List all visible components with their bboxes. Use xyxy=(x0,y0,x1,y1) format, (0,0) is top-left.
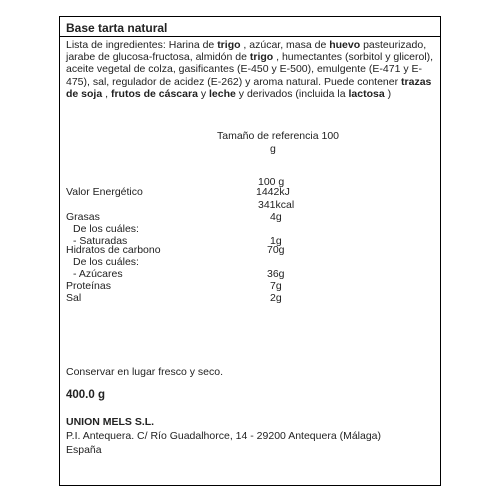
ingredient-text: y xyxy=(197,87,210,100)
azucares-label: - Azúcares xyxy=(73,268,123,280)
product-title: Base tarta natural xyxy=(66,21,168,35)
net-weight: 400.0 g xyxy=(66,389,105,401)
company-address: P.I. Antequera. C/ Río Guadalhorce, 14 - 29200 Antequera (Málaga) xyxy=(66,430,382,442)
ingredient-text: , xyxy=(102,87,111,100)
ingredient-text: , humectantes (sorbitol y glicerol), aceite vegetal de colza, gasificantes (E-450 y E-500), emulgente (E-471 y E-475), sal, regulador de acidez (E-262) y aroma natural. Puede contener xyxy=(66,51,434,88)
storage-instructions: Conservar en lugar fresco y seco. xyxy=(66,366,223,378)
proteinas-label: Proteínas xyxy=(66,280,111,292)
energy-label: Valor Energético xyxy=(66,186,143,198)
allergen-text: trazas de soja xyxy=(66,75,432,100)
azucares-value: 36g xyxy=(267,268,285,280)
saturadas-value: 1g xyxy=(270,235,282,247)
company-name: UNION MELS S.L. xyxy=(66,416,155,428)
allergen-text: huevo xyxy=(329,39,361,51)
ingredient-text: ) xyxy=(384,87,392,100)
ingredients-list xyxy=(66,39,438,100)
allergen-text: frutos de cáscara xyxy=(110,87,198,100)
grasas-label: Grasas xyxy=(66,211,100,223)
allergen-text: trigo xyxy=(249,51,274,64)
title-divider xyxy=(60,36,440,37)
de-los-cuales-label: De los cuáles: xyxy=(73,223,139,235)
energy-kcal-value: 341kcal xyxy=(258,199,295,211)
company-country: España xyxy=(66,444,102,456)
allergen-text: leche xyxy=(209,87,236,100)
grasas-value: 4g xyxy=(270,211,282,223)
reference-size-unit: g xyxy=(270,143,276,155)
proteinas-value: 7g xyxy=(270,280,282,292)
energy-kj-value: 1442kJ xyxy=(256,186,290,198)
sal-label: Sal xyxy=(66,292,82,304)
per-amount-header: 100 g xyxy=(258,176,285,188)
allergen-text: lactosa xyxy=(348,87,385,100)
allergen-text: trigo xyxy=(217,39,241,51)
ingredient-text: , azúcar, masa de xyxy=(240,39,330,51)
de-los-cuales-label: De los cuáles: xyxy=(73,256,139,268)
hidratos-value: 70g xyxy=(267,244,285,256)
ingredient-text: y derivados (incluida la xyxy=(235,87,349,100)
hidratos-label: Hidratos de carbono xyxy=(66,244,161,256)
ingredient-text: Lista de ingredientes: Harina de xyxy=(66,39,218,51)
ingredient-text: pasteurizado, jarabe de glucosa-fructosa, almidón de xyxy=(66,39,427,64)
sal-value: 2g xyxy=(270,292,282,304)
saturadas-label: - Saturadas xyxy=(73,235,128,247)
reference-size-label: Tamaño de referencia 100 xyxy=(217,130,339,142)
